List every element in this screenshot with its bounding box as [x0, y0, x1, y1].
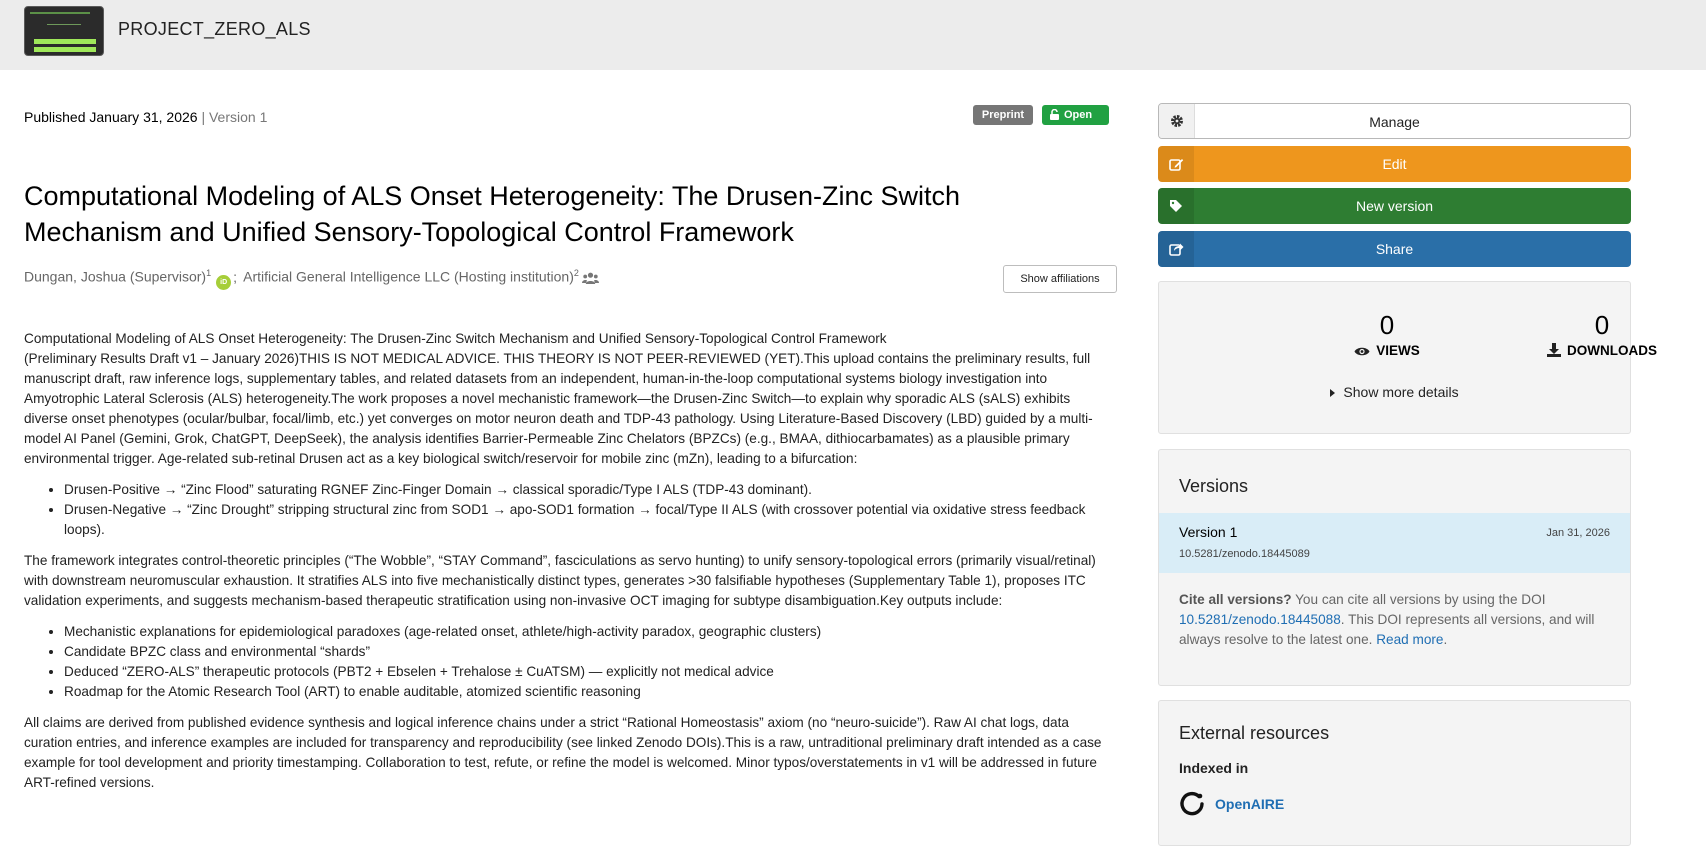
- cite-text: . This DOI represents all versions, and will always resolve to the latest one.: [1179, 612, 1595, 647]
- affiliation-marker: 2: [573, 268, 579, 278]
- cite-all-versions: [1179, 590, 1614, 650]
- read-more-link[interactable]: Read more: [1376, 632, 1444, 647]
- description-paragraph: (Preliminary Results Draft v1 – January 2026)THIS IS NOT MEDICAL ADVICE. THIS THEORY IS NOT PEER-REVIEWED (YET).This upload contains the preliminary results, full manuscript draft, raw inference logs, supplementary tables, and related datasets from an independent, human-in-the-loop computational systems biology investigation into Amyotrophic Lateral Sclerosis (ALS) heterogeneity.The work proposes a novel mechanistic framework—the Drusen-Zinc Switch—to explain why sporadic ALS (sALS) exhibits diverse onset phenotypes (ocular/bulbar, focal/limb, etc.) yet converges on motor neuron death and TDP-43 pathology. Using Literature-Based Discovery (LBD) guided by a multi-model AI Panel (Gemini, Grok, ChatGPT, DeepSeek), the analysis identifies Barrier-Permeable Zinc Chelators (BPZCs) (e.g., BMAA, dithiocarbamates) as a plausible primary environmental trigger. Age-related sub-retinal Drusen act as a key biological switch/reservoir for mobile zinc (mZn), leading to a bifurcation:: [24, 351, 1093, 466]
- cite-all-heading: Cite all versions?: [1179, 592, 1292, 607]
- show-more-details-label: Show more details: [1343, 384, 1459, 400]
- unlock-icon: [1050, 109, 1059, 120]
- views-label: [1287, 343, 1487, 358]
- downloads-label: [1502, 343, 1702, 358]
- list-item: • Deduced “ZERO-ALS” therapeutic protocols (PBT2 + Ebselen + Trehalose ± CuATSM) — explicitly not medical advice: [64, 662, 1114, 682]
- external-resources-heading: External resources: [1179, 723, 1330, 743]
- new-version-button[interactable]: [1158, 188, 1631, 224]
- version-date: Jan 31, 2026: [1546, 527, 1610, 539]
- list-item: • Candidate BPZC class and environmental “shards”: [64, 642, 1114, 662]
- cite-text: .: [1443, 632, 1448, 647]
- preprint-badge: Preprint: [973, 105, 1033, 125]
- indexed-in-label: Indexed in: [1179, 760, 1249, 776]
- version-item[interactable]: [1159, 513, 1630, 573]
- manage-label: Manage: [1369, 114, 1420, 130]
- list-item: • Drusen-Negative → “Zinc Drought” stripping structural zinc from SOD1 → apo-SOD1 formation → focal/Type II ALS (with crossover potential via oxidative stress feedback loops).: [64, 500, 1114, 540]
- community-logo[interactable]: [24, 6, 104, 56]
- creator-separator: ;: [233, 268, 238, 285]
- publication-info: [24, 109, 267, 125]
- version-doi: 10.5281/zenodo.18445089: [1179, 548, 1310, 560]
- share-button[interactable]: [1158, 231, 1631, 267]
- description-paragraph: The framework integrates control-theoretic principles (“The Wobble”, “STAY Command”, fasciculations as servo hunting) to unify sensory-topological errors (primarily visual/retinal) with downstream neuromuscular exhaustion. It stratifies ALS into five mechanistically distinct types, generates >30 falsifiable hypotheses (Supplementary Table 1), proposes ITC validation experiments, and suggests mechanism-based therapeutic stratification using non-invasive OCT imaging for subtype disambiguation.Key outputs include:: [24, 553, 1096, 608]
- caret-right-icon: [1330, 389, 1335, 397]
- stats-panel: [1158, 281, 1657, 434]
- eye-icon: [1354, 346, 1370, 357]
- show-more-details-link[interactable]: [1159, 384, 1630, 400]
- list-item: • Roadmap for the Atomic Research Tool (ART) to enable auditable, atomized scientific reasoning: [64, 682, 1114, 702]
- creator-name[interactable]: Artificial General Intelligence LLC (Hosting institution): [243, 268, 574, 285]
- orcid-icon[interactable]: iD: [216, 275, 231, 290]
- record-title: Computational Modeling of ALS Onset Heterogeneity: The Drusen-Zinc Switch Mechanism and Unified Sensory-Topological Control Framework: [24, 181, 960, 247]
- share-label: Share: [1375, 241, 1414, 257]
- list-item: • Drusen-Positive → “Zinc Flood” saturating RGNEF Zinc-Finger Domain → classical sporadic/Type I ALS (TDP-43 dominant).: [64, 480, 1114, 500]
- manage-button[interactable]: [1158, 103, 1631, 139]
- versions-panel: [1158, 449, 1631, 686]
- open-access-badge: [1042, 105, 1109, 125]
- version-label: | Version 1: [197, 109, 268, 125]
- description-paragraph: All claims are derived from published evidence synthesis and logical inference chains under a strict “Rational Homeostasis” axiom (no “neuro-suicide”). Raw AI chat logs, data curation entries, and inference examples are included for transparency and reproducibility (see linked Zenodo DOIs).This is a raw, untraditional preliminary draft intended as a case example for tool development and priority timestamping. Collaboration to test, refute, or refine the model is welcomed. Minor typos/overstatements in v1 will be addressed in future ART-refined versions.: [24, 715, 1102, 790]
- external-resources-panel: [1158, 700, 1631, 846]
- views-count: 0: [1379, 310, 1395, 340]
- gear-icon: [1159, 104, 1195, 138]
- new-version-label: New version: [1355, 198, 1434, 214]
- views-label-text: VIEWS: [1376, 343, 1420, 358]
- cite-text: You can cite all versions by using the DOI: [1291, 592, 1546, 607]
- edit-label: Edit: [1382, 156, 1407, 172]
- key-outputs-list: [64, 622, 1114, 702]
- record-description: [24, 329, 1114, 804]
- concept-doi-link[interactable]: 10.5281/zenodo.18445088: [1179, 612, 1341, 627]
- list-item: • Mechanistic explanations for epidemiological paradoxes (age-related onset, athlete/high-activity paradox, geographic clusters): [64, 622, 1114, 642]
- downloads-count: 0: [1594, 310, 1610, 340]
- downloads-label-text: DOWNLOADS: [1567, 343, 1657, 358]
- openaire-icon: [1179, 791, 1205, 817]
- community-title[interactable]: PROJECT_ZERO_ALS: [118, 19, 311, 39]
- edit-icon: [1158, 146, 1194, 182]
- published-date: Published January 31, 2026: [24, 109, 198, 125]
- top-bar: [0, 0, 1706, 70]
- download-icon: [1547, 343, 1561, 357]
- open-badge-label: Open: [1064, 109, 1093, 121]
- creator-name[interactable]: Dungan, Joshua (Supervisor): [24, 268, 207, 285]
- openaire-label: OpenAIRE: [1215, 796, 1285, 812]
- openaire-link[interactable]: [1179, 791, 1284, 817]
- description-title-line: Computational Modeling of ALS Onset Heterogeneity: The Drusen-Zinc Switch Mechanism and Unified Sensory-Topological Control Framework: [24, 331, 887, 346]
- share-icon: [1158, 231, 1194, 267]
- show-affiliations-button[interactable]: Show affiliations: [1003, 265, 1117, 293]
- bifurcation-list: [64, 480, 1114, 540]
- group-icon: [582, 272, 599, 284]
- version-name[interactable]: Version 1: [1179, 524, 1238, 540]
- tag-icon: [1158, 188, 1194, 224]
- versions-heading: Versions: [1179, 476, 1249, 496]
- affiliation-marker: 1: [206, 268, 212, 278]
- creators-list: [24, 268, 599, 290]
- edit-button[interactable]: [1158, 146, 1631, 182]
